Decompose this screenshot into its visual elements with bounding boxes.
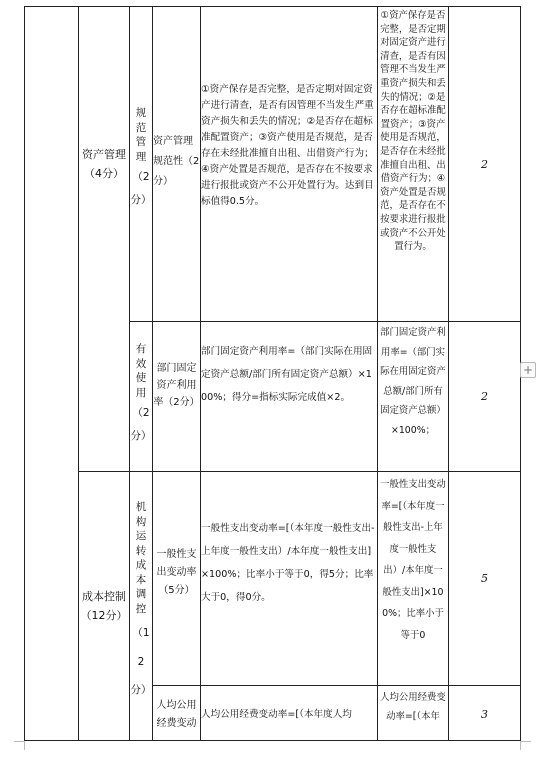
score-cell: 5 [481,572,488,586]
category-score: （4分） [84,167,124,180]
indicator-cell: 人均公用经费变动 [156,700,197,729]
indicator-cell: 部门固定资产利用率（2分） [153,363,200,408]
indicator-cell: 一般性支出变动率（5分） [156,549,197,596]
category-cell [79,7,129,321]
subcategory-cell: 规 范 管 理 （2 分） [130,107,152,206]
margin-marker [521,741,531,742]
basis-cell: ①资产保存是否完整，是否定期对固定资产进行清查，是否有因管理不当发生严重资产损失和丢失的情况；②是否存在超标准配置资产；③资产使用是否规范，是否存在未经批准擅自出租、出借资产行为；④资产处置是否规范，是否存在不按要求进行报批或资产不公开处置行为。 [380,10,446,253]
score-cell: 2 [481,158,488,172]
category-score: （12分） [80,609,128,622]
standard-cell: ①资产保存是否完整，是否定期对固定资产进行清查，是否有因管理不当发生严重资产损失和丢失的情况；②是否存在超标准配置资产；③资产使用是否规范，是否存在未经批准擅自出租、出借资产行为；④资产处置是否规范，是否存在不按要求进行报批或资产不公开处置行为。达到目标值得0.5分。 [201,84,374,207]
standard-cell: 部门固定资产利用率=（部门实际在用固定资产总额/部门所有固定资产总额）×100%；得分=指标实际完成值×2。 [201,346,373,403]
score-cell: 3 [481,708,488,722]
indicator-cell: 资产管理规范性（2分） [153,136,200,187]
basis-cell: 一般性支出变动率=[（本年度一般性支出-上年度一般性支出）/本年度一般性支出]×100%；比率小于等于0 [380,479,446,641]
subcategory-cell: 机 构 运 转 成 本 调 控 （1 2 分） [130,501,152,696]
standard-cell: 人均公用经费变动率=[（本年度人均 [201,709,352,720]
basis-cell: 部门固定资产利用率=（部门实际在用固定资产总额/部门所有固定资产总额）×100%； [380,327,446,436]
standard-cell: 一般性支出变动率=[（本年度一般性支出-上年度一般性支出）/本年度一般性支出]×100%；比率小于等于0，得5分；比率大于0，得0分。 [201,523,375,603]
category-name: 成本控制 [82,590,126,603]
basis-cell: 人均公用经费变动率=[（本年 [380,692,446,722]
score-cell: 2 [481,390,488,404]
add-row-button[interactable]: + [520,362,536,378]
category-cell [79,472,129,740]
category-name: 资产管理 [82,148,126,161]
margin-marker [14,741,24,742]
subcategory-cell: 有 效 使 用 （2 分） [130,343,152,442]
margin-marker [24,740,25,750]
